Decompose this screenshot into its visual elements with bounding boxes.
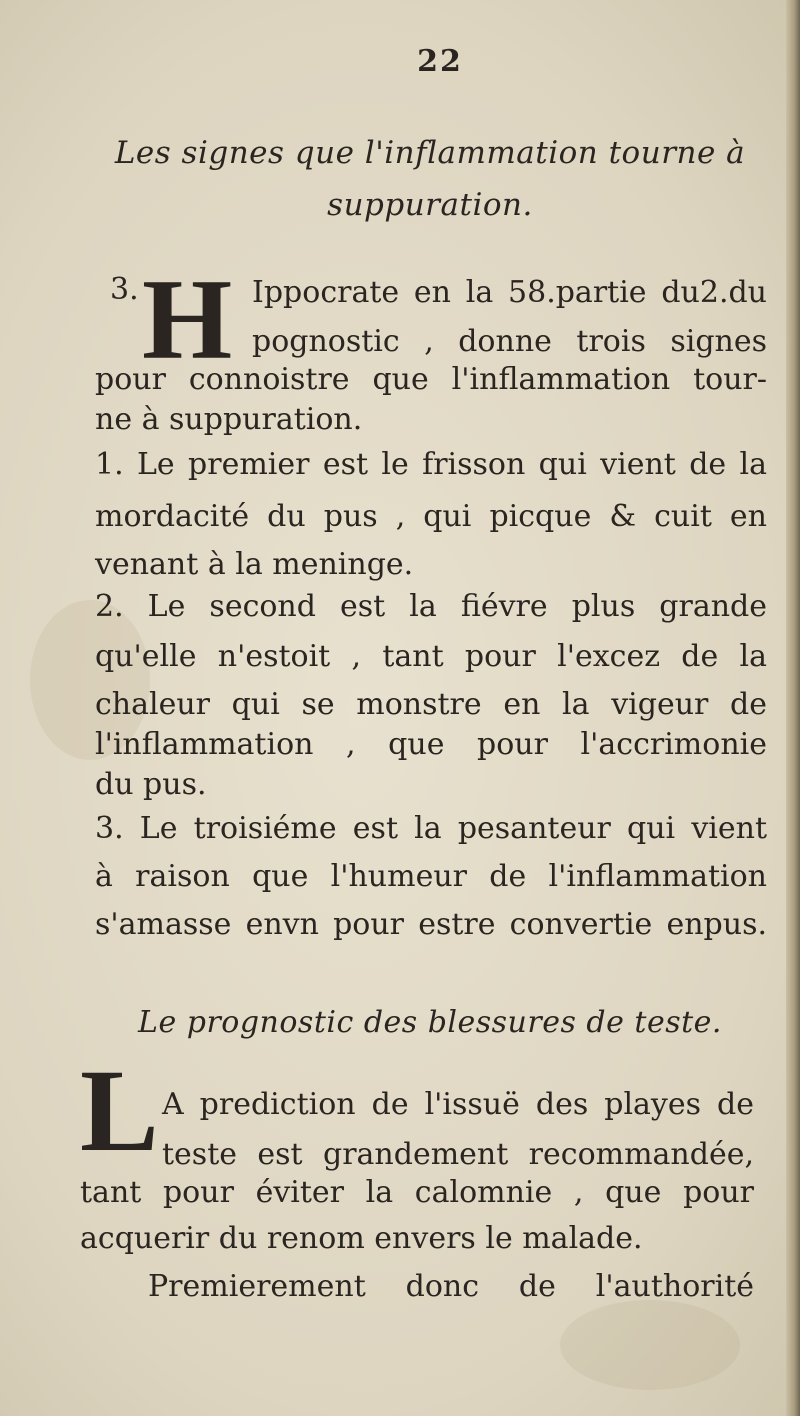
text-line: 2. Le second est la fiévre plus grande (95, 589, 767, 624)
text-line: A prediction de l'issuë des playes de (162, 1087, 754, 1122)
paper-stain (560, 1300, 740, 1390)
text-line: ne à suppuration. (95, 402, 363, 437)
text-line: qu'elle n'estoit , tant pour l'excez de la (95, 639, 767, 674)
text-line: acquerir du renom envers le malade. (80, 1221, 643, 1256)
text-line: mordacité du pus , qui picque & cuit en (95, 499, 767, 534)
text-line: du pus. (95, 767, 207, 802)
text-line: à raison que l'humeur de l'inflammation (95, 859, 767, 894)
text-line: s'amasse envn pour estre convertie enpus. (95, 907, 767, 942)
page-number: 22 (417, 44, 463, 79)
text-line: venant à la meninge. (95, 547, 414, 582)
drop-cap: H (142, 256, 233, 384)
text-line: chaleur qui se monstre en la vigeur de (95, 687, 767, 722)
text-line: teste est grandement recommandée, (162, 1137, 754, 1172)
text-line: Premierement donc de l'authorité (148, 1269, 754, 1304)
text-line: pognostic , donne trois signes (252, 324, 767, 359)
drop-cap: L (80, 1045, 159, 1176)
text-line: pour connoistre que l'inflammation tour- (95, 362, 767, 397)
text-line: 3. Le troisiéme est la pesanteur qui vient (95, 811, 767, 846)
section-heading: Le prognostic des blessures de teste. (138, 1005, 722, 1040)
paragraph-number: 3. (110, 272, 139, 307)
text-line: 1. Le premier est le frisson qui vient de la (95, 447, 767, 482)
text-line: tant pour éviter la calomnie , que pour (80, 1175, 754, 1210)
text-line: Ippocrate en la 58.partie du2.du (252, 275, 767, 310)
section-heading-line-2: suppuration. (327, 187, 533, 223)
section-heading-line-1: Les signes que l'inflammation tourne à (114, 135, 746, 171)
text-line: l'inflammation , que pour l'accrimonie (95, 727, 767, 762)
